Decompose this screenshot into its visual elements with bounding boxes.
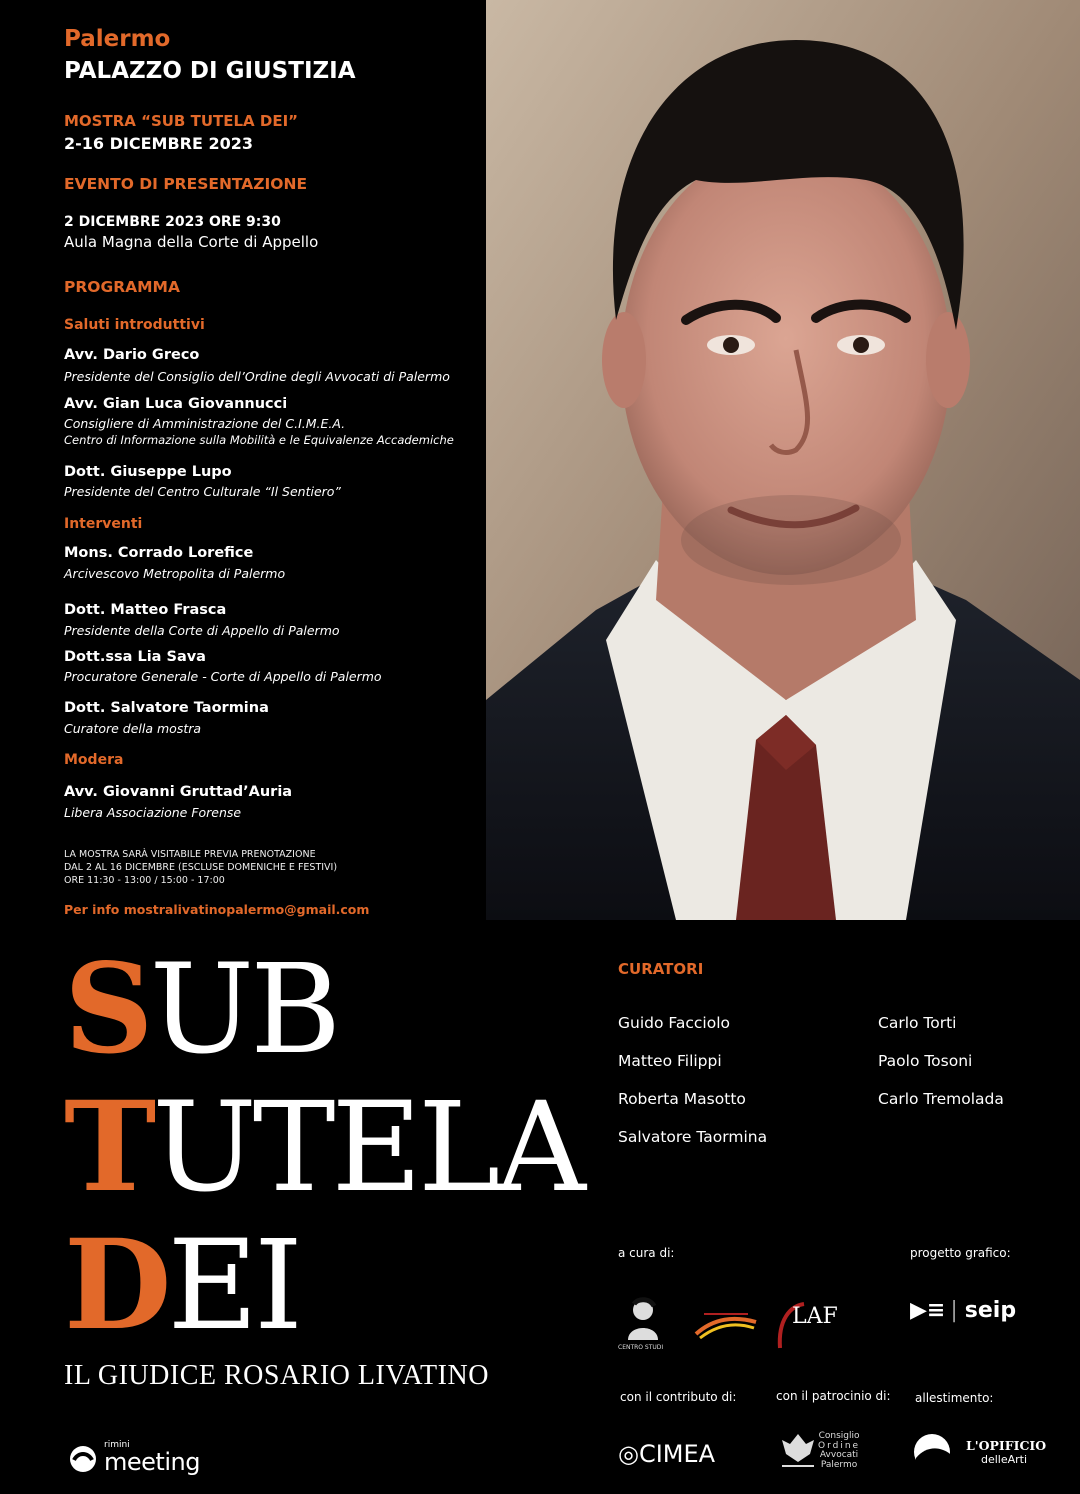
curator-name: Paolo Tosoni xyxy=(878,1052,973,1070)
speaker-role: Presidente del Consiglio dell’Ordine degli Avvocati di Palermo xyxy=(64,369,450,384)
speaker-role: Consigliere di Amministrazione del C.I.M.E.A. xyxy=(64,416,346,431)
title-line-3 xyxy=(64,1213,300,1358)
title-rest: UB xyxy=(149,938,338,1082)
title-rest: EI xyxy=(167,1214,300,1358)
credit-label-contributo: con il contributo di: xyxy=(620,1390,737,1404)
moderator-label: Modera xyxy=(64,752,124,768)
curator-name: Carlo Torti xyxy=(878,1014,957,1032)
visit-note-1: LA MOSTRA SARÀ VISITABILE PREVIA PRENOTAZIONE xyxy=(64,849,316,860)
moderator-role: Libera Associazione Forense xyxy=(64,805,242,820)
visit-note-3: ORE 11:30 - 13:00 / 15:00 - 17:00 xyxy=(64,875,225,886)
event-title: EVENTO DI PRESENTAZIONE xyxy=(64,175,308,193)
title-initial: D xyxy=(64,1213,168,1358)
opificio-sub: delleArti xyxy=(980,1453,1028,1466)
opificio-icon xyxy=(912,1432,952,1472)
curators-title: CURATORI xyxy=(618,960,704,978)
credit-label-patrocinio: con il patrocinio di: xyxy=(776,1389,891,1403)
exhibition-dates: 2-16 DICEMBRE 2023 xyxy=(64,134,253,153)
credit-label-allestimento: allestimento: xyxy=(915,1391,994,1405)
speaker-role: Arcivescovo Metropolita di Palermo xyxy=(64,566,286,581)
speaker-name: Mons. Corrado Lorefice xyxy=(64,545,254,561)
speaker-role: Presidente della Corte di Appello di Palermo xyxy=(64,623,340,638)
opificio-logo xyxy=(966,1438,1047,1466)
speaker-name: Dott. Salvatore Taormina xyxy=(64,700,269,716)
credit-label-a-cura-di: a cura di: xyxy=(618,1246,675,1260)
laf-logo xyxy=(776,1300,838,1352)
cimea-logo xyxy=(618,1440,715,1468)
consiglio-text: Ordine xyxy=(818,1440,861,1451)
swoosh-logo xyxy=(694,1308,758,1344)
city: Palermo xyxy=(64,26,171,52)
meeting-small: rimini xyxy=(104,1440,130,1450)
rimini-meeting-logo xyxy=(68,1440,228,1476)
equals-icon: ≡ xyxy=(926,1298,944,1323)
curator-name: Carlo Tremolada xyxy=(878,1090,1004,1108)
opificio-name: L'OPIFICIO xyxy=(966,1438,1047,1453)
centro-studi-label: CENTRO STUDI xyxy=(618,1344,664,1351)
portrait-photo xyxy=(486,0,1080,920)
title-line-1 xyxy=(64,937,338,1082)
title-initial: S xyxy=(64,937,150,1082)
subtitle: IL GIUDICE ROSARIO LIVATINO xyxy=(64,1360,489,1391)
speaker-name: Dott. Matteo Frasca xyxy=(64,602,227,618)
moderator-name: Avv. Giovanni Gruttad’Auria xyxy=(64,784,293,800)
speaker-name: Dott.ssa Lia Sava xyxy=(64,649,206,665)
title-initial: T xyxy=(64,1075,153,1220)
program-title: PROGRAMMA xyxy=(64,278,180,296)
speaker-role: Curatore della mostra xyxy=(64,721,202,736)
speaker-role: Procuratore Generale - Corte di Appello di Palermo xyxy=(64,669,382,684)
curator-name: Guido Facciolo xyxy=(618,1014,731,1032)
event-place: Aula Magna della Corte di Appello xyxy=(64,233,319,251)
consiglio-text: Palermo xyxy=(820,1459,858,1470)
seip-label: seip xyxy=(964,1298,1017,1323)
venue: PALAZZO DI GIUSTIZIA xyxy=(64,58,356,84)
credit-label-progetto-grafico: progetto grafico: xyxy=(910,1246,1011,1260)
curator-name: Salvatore Taormina xyxy=(618,1128,768,1146)
seip-logo: ▶≡ | seip xyxy=(910,1298,1017,1323)
info-email: Per info mostralivatinopalermo@gmail.com xyxy=(64,902,370,917)
visit-note-2: DAL 2 AL 16 DICEMBRE (ESCLUSE DOMENICHE E FESTIVI) xyxy=(64,862,338,873)
curator-name: Matteo Filippi xyxy=(618,1052,722,1070)
title-line-2 xyxy=(64,1075,582,1220)
consiglio-ordine-logo xyxy=(778,1432,888,1472)
centro-studi-logo xyxy=(618,1296,668,1356)
consiglio-text: Avvocati xyxy=(819,1450,859,1460)
cimea-label: CIMEA xyxy=(638,1440,716,1468)
speaker-name: Avv. Dario Greco xyxy=(64,347,200,363)
speaker-role-detail: Centro di Informazione sulla Mobilità e le Equivalenze Accademiche xyxy=(64,433,454,447)
speaker-name: Dott. Giuseppe Lupo xyxy=(64,464,232,480)
meeting-label: meeting xyxy=(104,1448,200,1476)
greetings-label: Saluti introduttivi xyxy=(64,317,205,333)
consiglio-text: Consiglio xyxy=(818,1431,860,1441)
curator-name: Roberta Masotto xyxy=(618,1090,746,1108)
speaker-role: Presidente del Centro Culturale “Il Sentiero” xyxy=(64,484,341,499)
exhibition-title: MOSTRA “SUB TUTELA DEI” xyxy=(64,112,299,130)
event-datetime: 2 DICEMBRE 2023 ORE 9:30 xyxy=(64,214,281,230)
laf-label: LAF xyxy=(792,1304,838,1329)
speeches-label: Interventi xyxy=(64,516,143,532)
title-rest: UTELA xyxy=(152,1076,582,1220)
cimea-icon: ◎ xyxy=(618,1440,639,1468)
speaker-name: Avv. Gian Luca Giovannucci xyxy=(64,396,288,412)
play-icon: ▶ xyxy=(910,1298,927,1323)
